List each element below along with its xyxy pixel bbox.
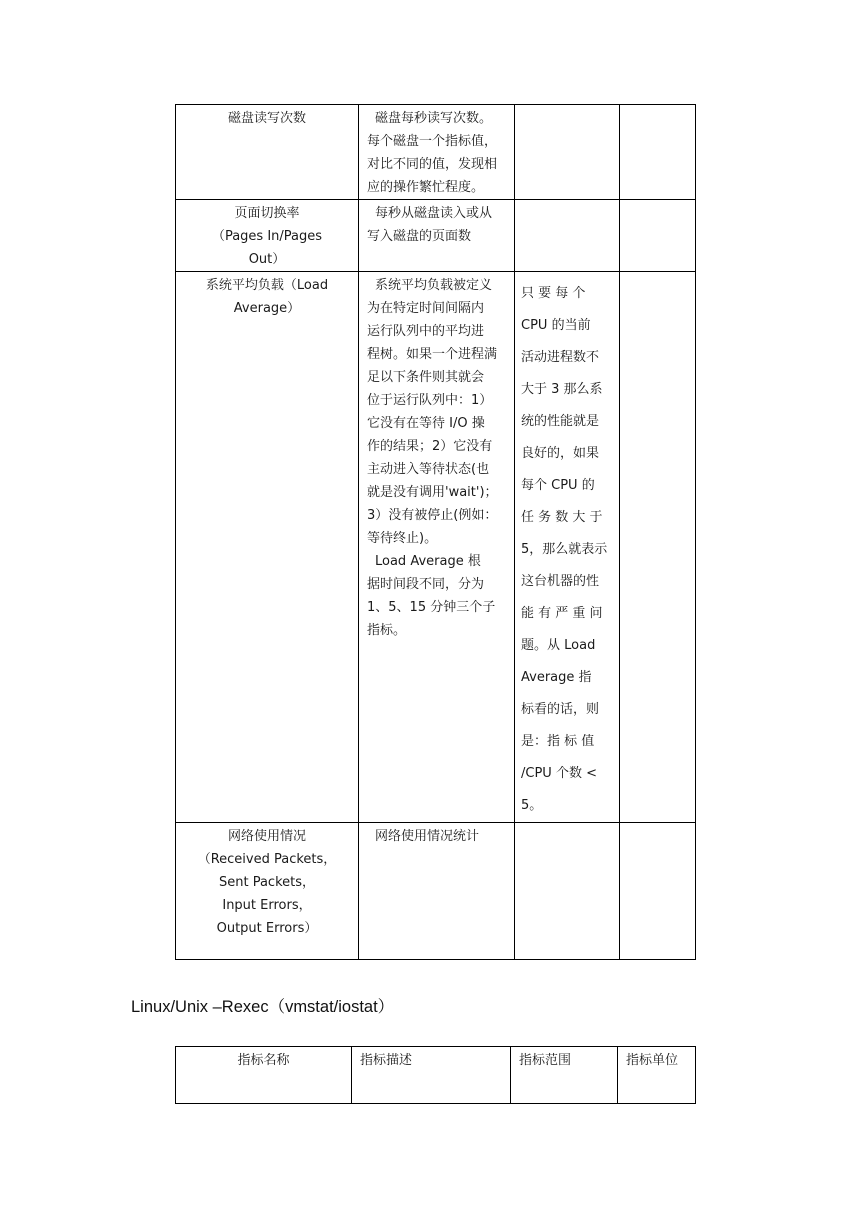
metric-name: 系统平均负载（Load — [205, 278, 329, 293]
header-metric-name: 指标名称 — [176, 1047, 352, 1104]
metric-desc-line: 网络使用情况统计 — [375, 829, 480, 844]
metric-desc-cell — [359, 272, 515, 823]
metric-name: Output Errors） — [216, 921, 318, 936]
metric-desc-cell — [359, 105, 515, 200]
metric-name-cell — [176, 105, 359, 200]
header-metric-range: 指标范围 — [511, 1047, 618, 1104]
metric-range-line: 题。从 Load — [521, 638, 596, 653]
metric-desc-line: 对比不同的值，发现相 — [367, 157, 498, 172]
metric-desc-line: Load Average 根 — [375, 554, 481, 569]
header-metric-desc: 指标描述 — [352, 1047, 511, 1104]
metric-range-line: 是：指 标 值 — [521, 734, 595, 749]
metric-desc-cell — [359, 823, 515, 960]
section-heading: Linux/Unix –Rexec（vmstat/iostat） — [131, 998, 395, 1016]
metric-range-line: 大于 3 那么系 — [521, 382, 603, 397]
metric-desc-cell — [359, 200, 515, 272]
metric-range-cell — [515, 823, 620, 960]
metric-desc-line: 写入磁盘的页面数 — [367, 229, 472, 244]
metric-unit-cell — [620, 272, 696, 823]
metric-desc-line: 作的结果；2）它没有 — [367, 439, 493, 454]
metric-desc-line: 3）没有被停止(例如： — [367, 508, 498, 523]
metric-desc-line: 应的操作繁忙程度。 — [367, 180, 485, 195]
metric-name: Input Errors， — [222, 898, 312, 913]
metric-range-line: 5。 — [521, 798, 543, 813]
metric-unit-cell — [620, 105, 696, 200]
metric-name-cell — [176, 200, 359, 272]
metric-range-line: 统的性能就是 — [521, 414, 600, 429]
metric-range-line: 良好的，如果 — [521, 446, 600, 461]
metric-desc-line: 磁盘每秒读写次数。 — [375, 111, 493, 126]
table-row — [176, 200, 696, 272]
metric-range-line: 5，那么就表示 — [521, 542, 608, 557]
header-metric-unit: 指标单位 — [618, 1047, 696, 1104]
metric-range-cell — [515, 200, 620, 272]
metric-desc-line: 系统平均负载被定义 — [375, 278, 493, 293]
metric-range-line: 标看的话，则 — [521, 702, 600, 717]
metric-name: 网络使用情况 — [227, 829, 306, 844]
metric-desc-line: 等待终止)。 — [367, 531, 438, 546]
metric-range-line: 这台机器的性 — [521, 574, 600, 589]
metric-desc-line: 就是没有调用'wait')； — [367, 485, 498, 500]
metric-range-line: 能 有 严 重 问 — [521, 606, 603, 621]
metrics-header-table — [175, 1046, 696, 1104]
metric-range-line: 每个 CPU 的 — [521, 478, 595, 493]
metric-range-cell — [515, 272, 620, 823]
metric-range-line: /CPU 个数 < — [521, 766, 597, 781]
metric-unit-cell — [620, 200, 696, 272]
metrics-table — [175, 104, 696, 960]
metric-desc-line: 足以下条件则其就会 — [367, 370, 485, 385]
metric-desc-line: 为在特定时间间隔内 — [367, 301, 485, 316]
table-row — [176, 823, 696, 960]
metric-name-cell — [176, 272, 359, 823]
metric-desc-line: 1、5、15 分钟三个子 — [367, 600, 496, 615]
metric-range-line: 活动进程数不 — [521, 350, 600, 365]
metric-name: 磁盘读写次数 — [227, 111, 306, 126]
table-row — [176, 272, 696, 823]
metric-range-line: 只 要 每 个 — [521, 286, 586, 301]
metric-name: （Pages In/Pages — [211, 229, 323, 244]
metric-desc-line: 它没有在等待 I/O 操 — [367, 416, 485, 431]
metric-unit-cell — [620, 823, 696, 960]
table-row — [176, 105, 696, 200]
metric-desc-line: 指标。 — [367, 623, 407, 638]
metric-range-line: Average 指 — [521, 670, 592, 685]
metric-range-cell — [515, 105, 620, 200]
metric-name: Average） — [233, 301, 301, 316]
metric-name-cell — [176, 823, 359, 960]
metric-name: Out） — [248, 252, 286, 267]
metric-desc-line: 主动进入等待状态(也 — [367, 462, 490, 477]
metric-desc-line: 程树。如果一个进程满 — [367, 347, 498, 362]
metric-desc-line: 运行队列中的平均进 — [367, 324, 485, 339]
metric-desc-line: 位于运行队列中：1） — [367, 393, 493, 408]
metric-desc-line: 每秒从磁盘读入或从 — [375, 206, 493, 221]
metric-name: Sent Packets， — [218, 875, 316, 890]
table-header-row — [176, 1047, 696, 1104]
metric-range-line: 任 务 数 大 于 — [521, 510, 603, 525]
metric-name: 页面切换率 — [234, 206, 300, 221]
metric-desc-line: 据时间段不同，分为 — [367, 577, 485, 592]
metric-desc-line: 每个磁盘一个指标值， — [367, 134, 498, 149]
metric-range-line: CPU 的当前 — [521, 318, 591, 333]
metric-name: （Received Packets， — [197, 852, 337, 867]
